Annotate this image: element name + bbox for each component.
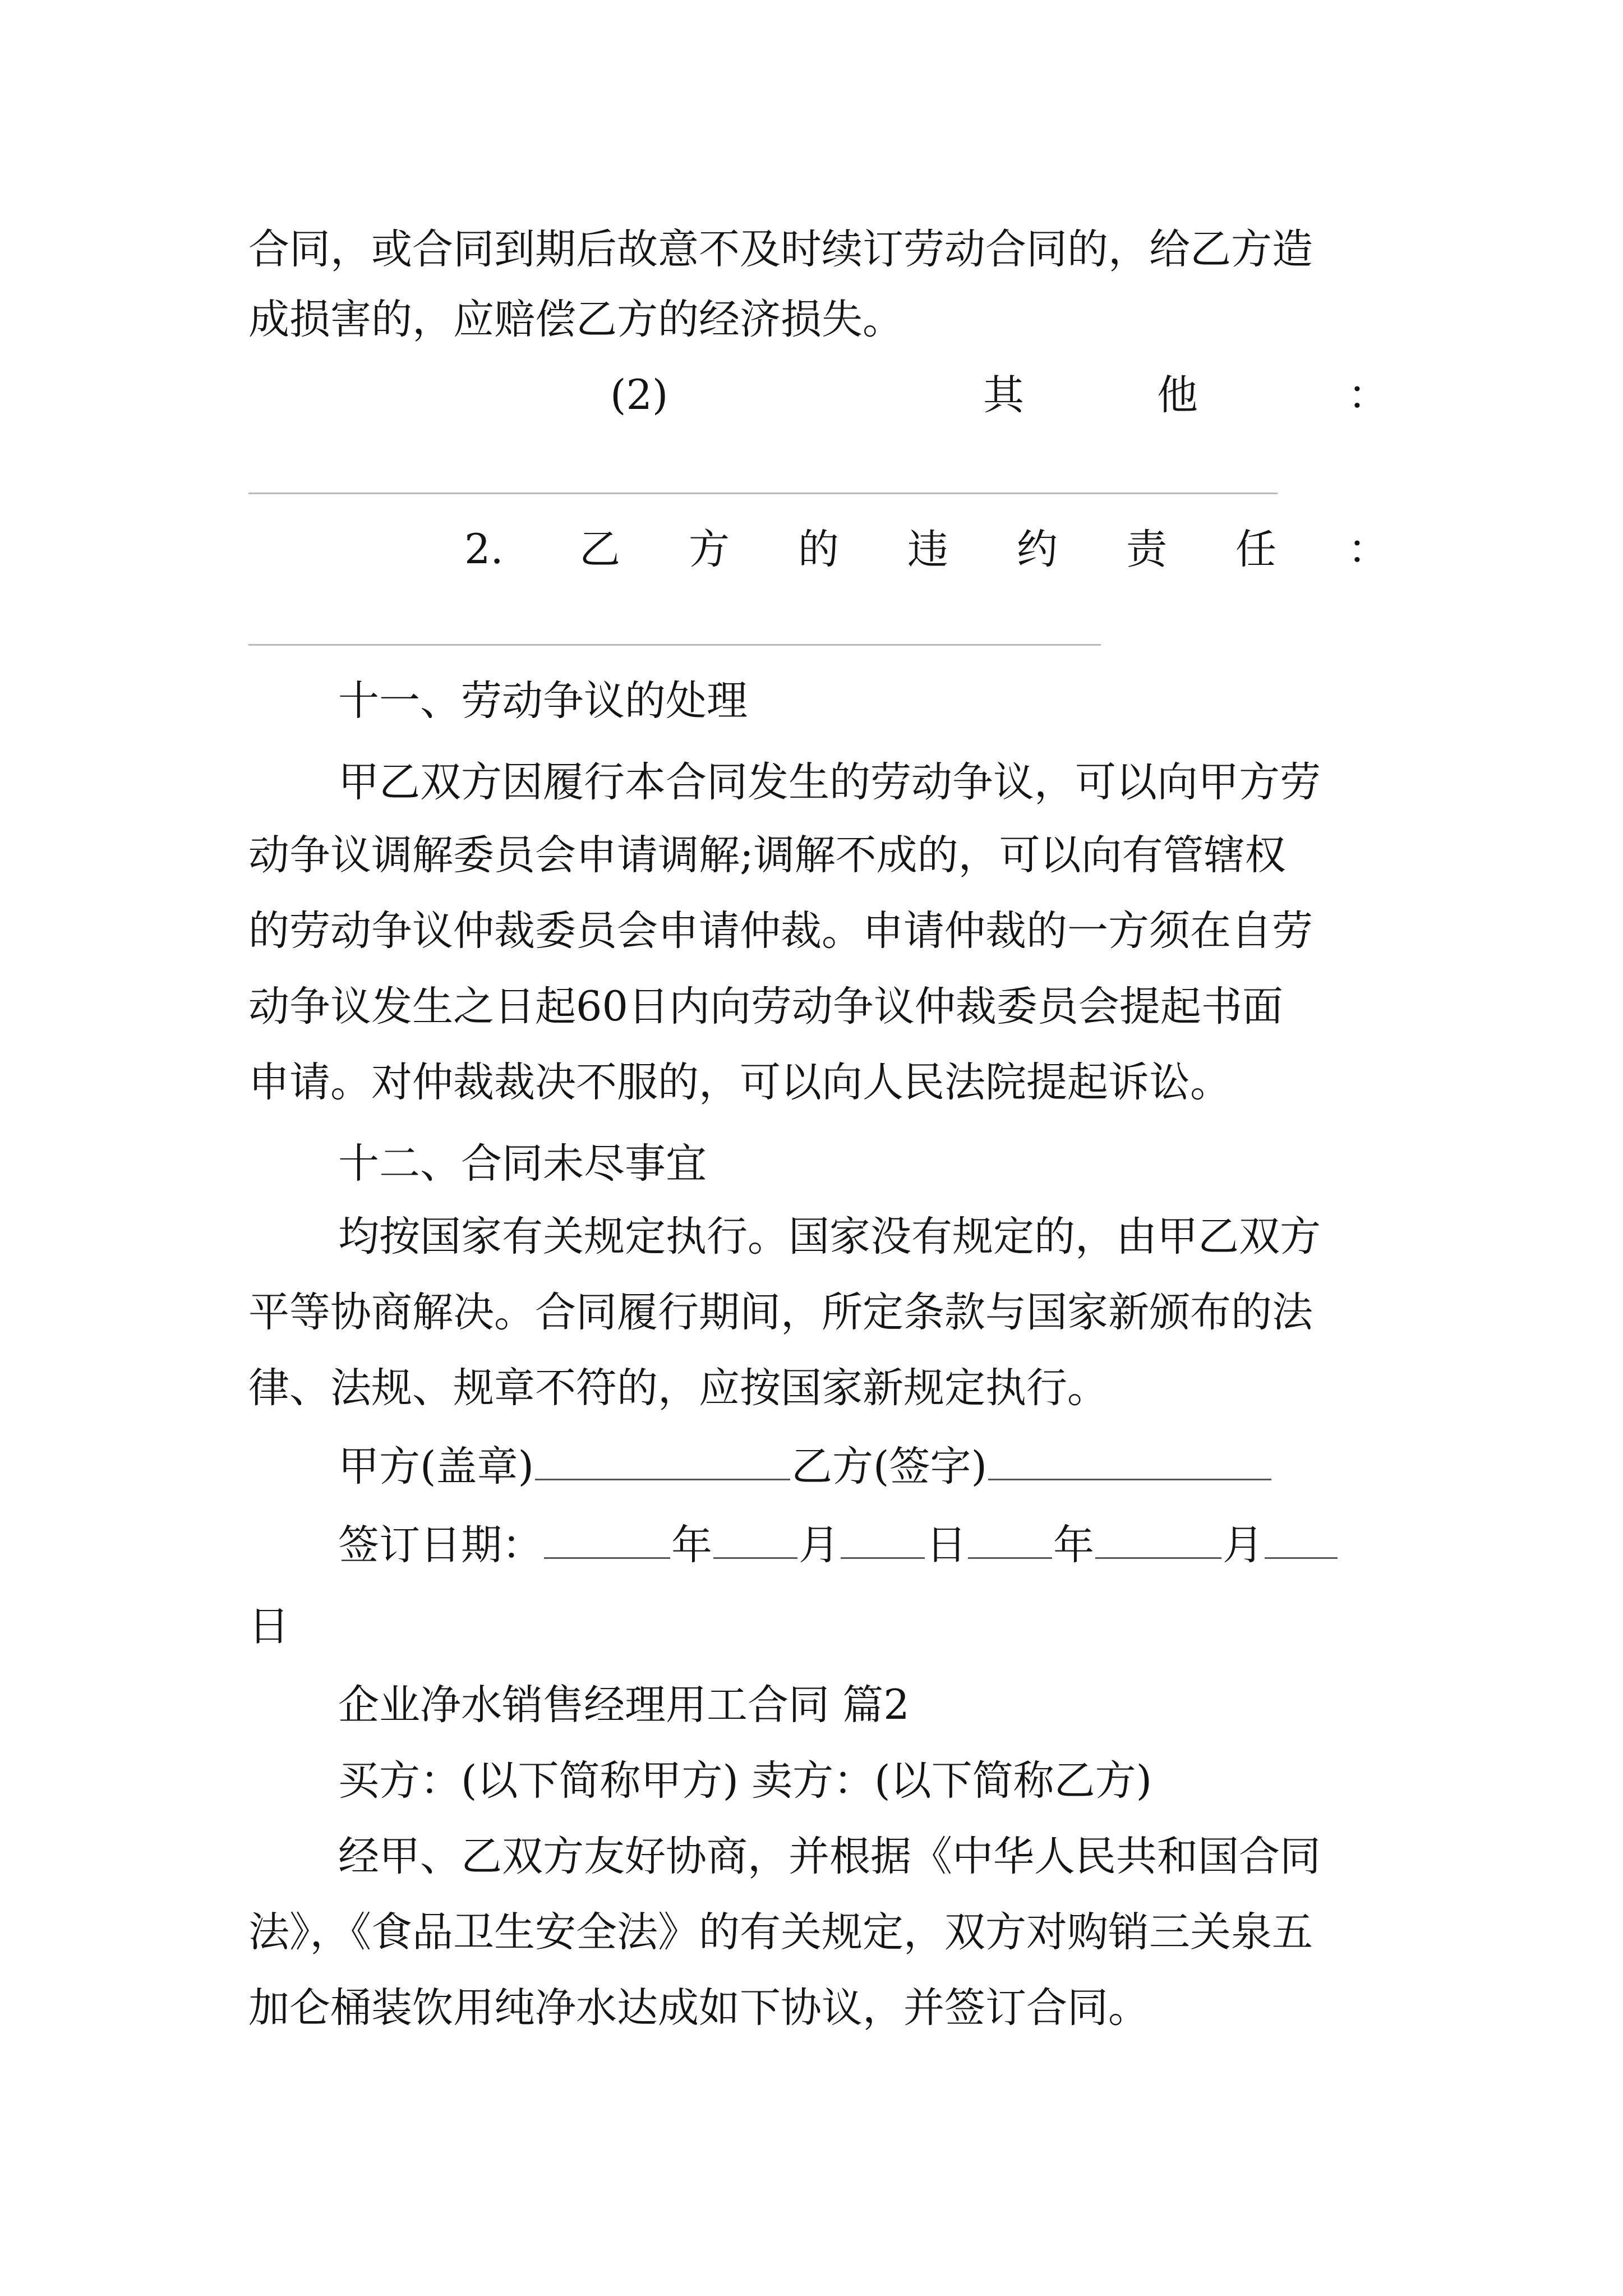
heading-colon: ： [1348, 526, 1389, 573]
paragraph-line: 均按国家有关规定执行。国家没有规定的，由甲乙双方 [338, 1213, 1321, 1260]
date-blank[interactable] [713, 1524, 797, 1559]
date-unit: 年 [1053, 1521, 1094, 1569]
paragraph-line: 加仑桶装饮用纯净水达成如下协议，并签订合同。 [248, 1984, 1149, 2032]
date-blank[interactable] [1265, 1524, 1338, 1559]
paragraph-line: 合同，或合同到期后故意不及时续订劳动合同的，给乙方造 [248, 226, 1313, 273]
date-unit: 年 [671, 1521, 712, 1569]
paragraph-line: 申请。对仲裁裁决不服的，可以向人民法院提起诉讼。 [248, 1059, 1231, 1106]
paragraph-line: 律、法规、规章不符的，应按国家新规定执行。 [248, 1364, 1108, 1412]
document-page [248, 0, 1389, 2296]
paragraph-line: 甲乙双方因履行本合同发生的劳动争议，可以向甲方劳 [338, 758, 1321, 806]
parties-line: 买方：(以下简称甲方) 卖方：(以下简称乙方) [338, 1757, 1152, 1805]
date-unit: 月 [1223, 1521, 1264, 1569]
paragraph-line: 的劳动争议仲裁委员会申请仲裁。申请仲裁的一方须在自劳 [248, 907, 1313, 955]
date-unit-wrapped: 日 [248, 1603, 289, 1650]
clause-number: 2. [464, 526, 504, 573]
heading-char: 约 [1017, 526, 1058, 573]
heading-char: 任 [1235, 526, 1276, 573]
heading-char: 责 [1126, 526, 1167, 573]
date-blank[interactable] [544, 1524, 670, 1559]
party-b-blank[interactable] [988, 1445, 1271, 1480]
party-b-sign-label: 乙方(签字) [791, 1443, 987, 1490]
clause-number: (2) [610, 371, 668, 419]
paragraph-line: 成损害的，应赔偿乙方的经济损失。 [248, 296, 903, 343]
clause-breach-heading [248, 522, 1389, 578]
heading-colon: ： [1348, 371, 1389, 419]
date-blank[interactable] [968, 1524, 1052, 1559]
fill-in-line [248, 644, 1101, 646]
paragraph-line: 动争议调解委员会申请调解;调解不成的，可以向有管辖权 [248, 831, 1286, 879]
sign-date-label: 签订日期： [338, 1521, 543, 1569]
signature-line [338, 1439, 1389, 1495]
section-heading: 十一、劳动争议的处理 [338, 677, 748, 725]
paragraph-line: 法》，《食品卫生安全法》的有关规定，双方对购销三关泉五 [248, 1908, 1313, 1956]
date-unit: 月 [799, 1521, 840, 1569]
party-a-blank[interactable] [535, 1445, 790, 1480]
heading-char: 违 [907, 526, 948, 573]
date-blank[interactable] [1095, 1524, 1221, 1559]
clause-other-heading [248, 367, 1389, 424]
date-blank[interactable] [841, 1524, 925, 1559]
fill-in-line [248, 493, 1278, 494]
section-heading: 十二、合同未尽事宜 [338, 1140, 707, 1188]
document-title: 企业净水销售经理用工合同 篇2 [338, 1681, 910, 1729]
paragraph-line: 经甲、乙双方友好协商，并根据《中华人民共和国合同 [338, 1833, 1321, 1880]
heading-char: 乙 [579, 526, 620, 573]
party-a-seal-label: 甲方(盖章) [338, 1443, 534, 1490]
heading-char: 的 [798, 526, 839, 573]
date-unit: 日 [926, 1521, 967, 1569]
heading-char: 他 [1157, 371, 1198, 419]
paragraph-line: 动争议发生之日起60日内向劳动争议仲裁委员会提起书面 [248, 983, 1283, 1030]
paragraph-line: 平等协商解决。合同履行期间，所定条款与国家新颁布的法 [248, 1289, 1313, 1336]
heading-char: 其 [983, 371, 1024, 419]
sign-date-line [338, 1517, 1389, 1573]
heading-char: 方 [689, 526, 730, 573]
